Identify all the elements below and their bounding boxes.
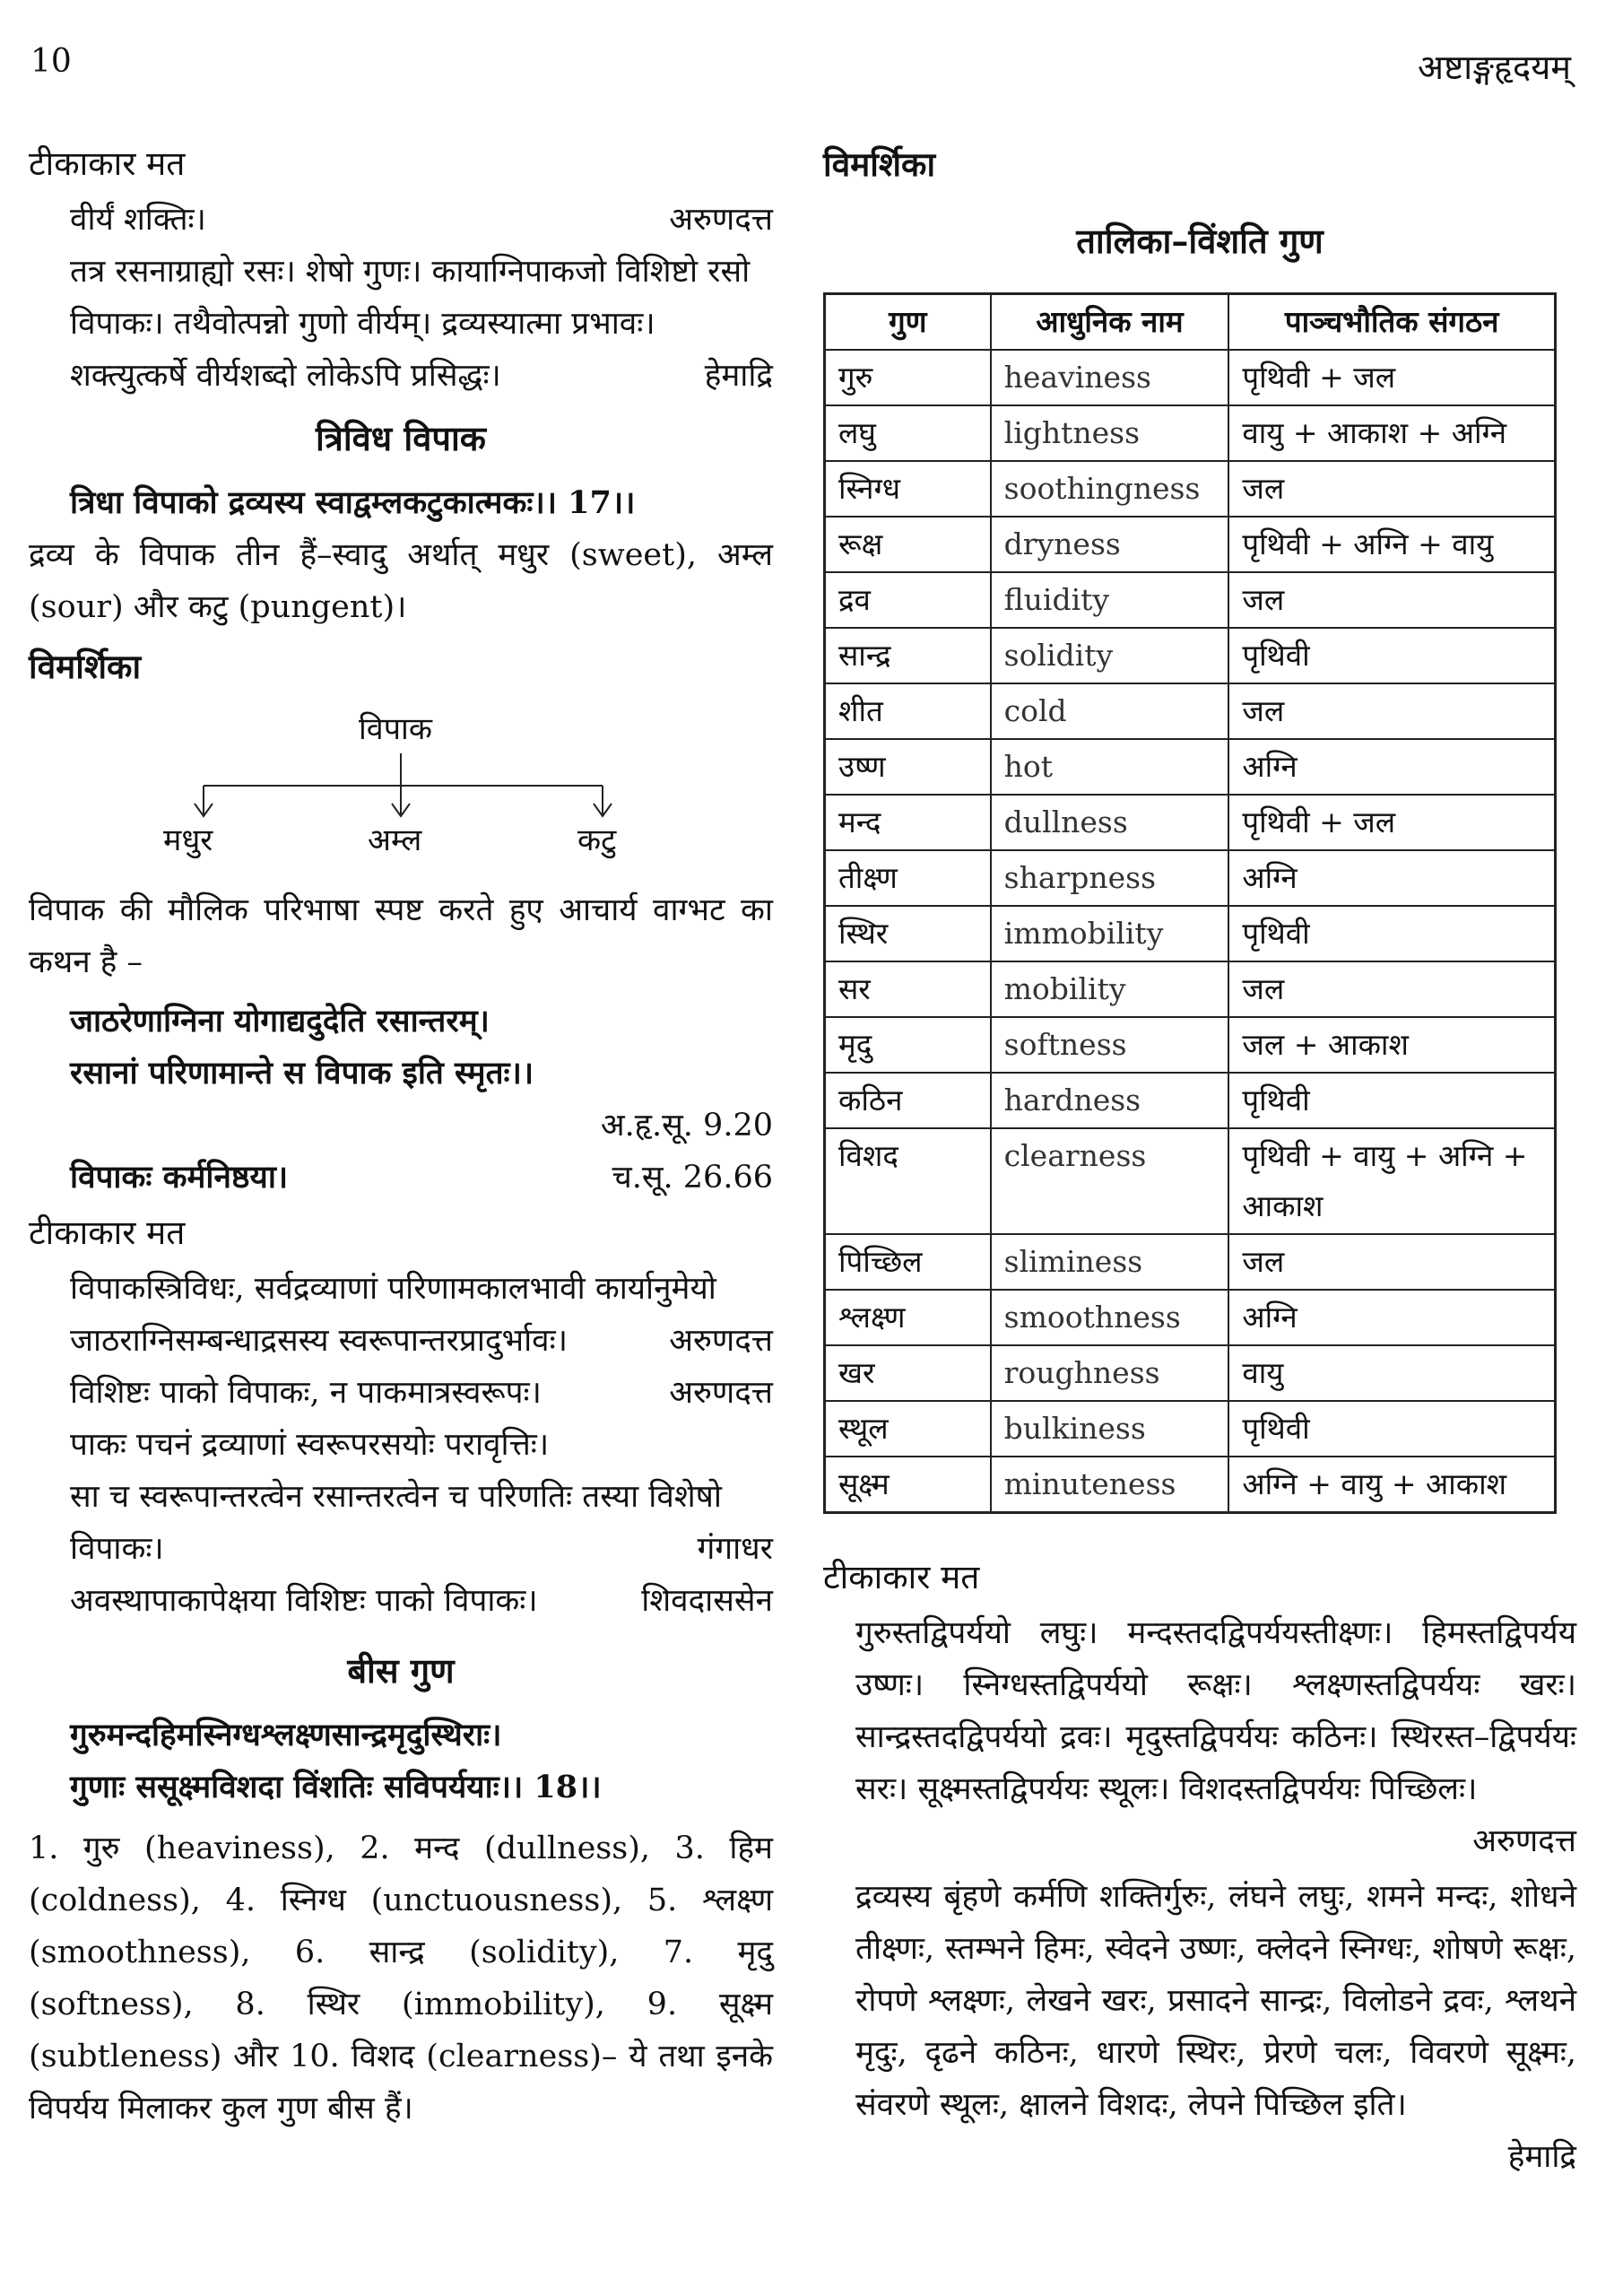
guna-cell: रूक्ष: [825, 517, 991, 572]
table-row: [825, 572, 1556, 628]
commentary-text: जाठराग्निसम्बन्धाद्रसस्य स्वरूपान्तरप्रादुर्भावः।: [70, 1323, 568, 1359]
panchabhautik-cell: वायु: [1228, 1345, 1555, 1401]
guna-cell: तीक्ष्ण: [825, 850, 991, 906]
table-row: [825, 405, 1556, 461]
commentary-author: शिवदाससेन: [641, 1583, 773, 1619]
table-header-row: [825, 294, 1556, 351]
guna-cell: सर: [825, 961, 991, 1017]
page-number: 10: [30, 43, 72, 80]
modern-name-cell: mobility: [991, 961, 1229, 1017]
verse-18-line: गुणाः ससूक्ष्मविशदा विंशतिः सविपर्ययाः।। 18।।: [70, 1769, 602, 1805]
table-title: तालिका–विंशति गुण: [1076, 221, 1324, 261]
commentary-line: विपाकः। तथैवोत्पन्नो गुणो वीर्यम्। द्रव्यस्यात्मा प्रभावः।: [70, 306, 655, 342]
commentary-line: [29, 1315, 773, 1367]
diagram-child: मधुर: [163, 822, 213, 858]
table-row: [825, 1017, 1556, 1073]
panchabhautik-cell: पृथिवी: [1228, 906, 1555, 961]
commentary-author: गंगाधर: [697, 1531, 773, 1567]
column-header: पाञ्चभौतिक संगठन: [1228, 294, 1555, 351]
guna-cell: शीत: [825, 683, 991, 739]
commentary-text: अवस्थापाकापेक्षया विशिष्टः पाको विपाकः।: [70, 1583, 538, 1619]
subheading-trividh-vipak: त्रिविध विपाक: [316, 418, 486, 458]
commentary-line: विपाकस्त्रिविधः, सर्वद्रव्याणां परिणामकालभावी कार्यानुमेयो: [70, 1271, 716, 1307]
panchabhautik-cell: पृथिवी: [1228, 1401, 1555, 1457]
verse-17: त्रिधा विपाको द्रव्यस्य स्वाद्वम्लकटुकात्मकः।। 17।।: [70, 484, 636, 521]
verse-18-line: गुरुमन्दहिमस्निग्धश्लक्ष्णसान्द्रमृदुस्थिराः।: [70, 1717, 502, 1753]
guna-cell: श्लक्ष्ण: [825, 1290, 991, 1345]
modern-name-cell: smoothness: [991, 1290, 1229, 1345]
table-row: [825, 961, 1556, 1017]
commentary-paragraph: गुरुस्तद्विपर्ययो लघुः। मन्दस्तदद्विपर्ययस्तीक्ष्णः। हिमस्तद्विपर्यय उष्णः। स्निग्धस्तद्विपर्ययो रूक्षः। श्लक्ष्णस्तद्विपर्ययः खरः। सान्द्रस्तदद्विपर्ययो द्रवः। मृदुस्तद्विपर्ययः कठिनः। स्थिरस्त–द्विपर्ययः सरः। सूक्ष्मस्तद्विपर्ययः स्थूलः। विशदस्तद्विपर्ययः पिच्छिलः।: [855, 1615, 1576, 1807]
guna-cell: मन्द: [825, 795, 991, 850]
modern-name-cell: sliminess: [991, 1234, 1229, 1290]
modern-name-cell: immobility: [991, 906, 1229, 961]
panchabhautik-cell: जल: [1228, 1234, 1555, 1290]
guna-cell: विशद: [825, 1128, 991, 1234]
panchabhautik-cell: पृथिवी + वायु + अग्नि + आकाश: [1228, 1128, 1555, 1234]
table-row: [825, 795, 1556, 850]
section-heading-tika-mat: टीकाकार मत: [29, 1213, 186, 1252]
diagram-root: विपाक: [359, 711, 432, 747]
modern-name-cell: dryness: [991, 517, 1229, 572]
commentary-author: अरुणदत्त: [1472, 1823, 1576, 1859]
modern-name-cell: softness: [991, 1017, 1229, 1073]
table-row: [825, 350, 1556, 405]
modern-name-cell: minuteness: [991, 1457, 1229, 1513]
panchabhautik-cell: जल: [1228, 683, 1555, 739]
verse-line: रसानां परिणामान्ते स विपाक इति स्मृतः।।: [70, 1055, 534, 1091]
panchabhautik-cell: पृथिवी + जल: [1228, 795, 1555, 850]
verse-reference: अ.हृ.सू. 9.20: [600, 1108, 773, 1144]
guna-cell: सान्द्र: [825, 628, 991, 683]
modern-name-cell: fluidity: [991, 572, 1229, 628]
guna-list-paragraph: 1. गुरु (heaviness), 2. मन्द (dullness), 3. हिम (coldness), 4. स्निग्ध (unctuousness), 5. श्लक्ष्ण (smoothness), 6. सान्द्र (solidity), 7. मृदु (softness), 8. स्थिर (immobility), 9. सूक्ष्म (subtleness) और 10. विशद (clearness)– ये तथा इनके विपर्यय मिलाकर कुल गुण बीस हैं।: [29, 1831, 773, 2126]
column-header: आधुनिक नाम: [991, 294, 1229, 351]
commentary-text: शक्त्युत्कर्षे वीर्यशब्दो लोकेऽपि प्रसिद्धः।: [70, 358, 501, 394]
commentary-paragraph: द्रव्यस्य बृंहणे कर्मणि शक्तिर्गुरुः, लंघने लघुः, शमने मन्दः, शोधने तीक्ष्णः, स्तम्भने हिमः, स्वेदने उष्णः, क्लेदने स्निग्धः, शोषणे रूक्षः, रोपणे श्लक्ष्णः, लेखने खरः, प्रसादने सान्द्रः, विलोडने द्रवः, श्लथने मृदुः, दृढने कठिनः, धारणे स्थिरः, प्रेरणे चलः, विवरणे सूक्ष्मः, संवरणे स्थूलः, क्षालने विशदः, लेपने पिच्छिल इति।: [855, 1879, 1576, 2123]
guna-cell: स्निग्ध: [825, 461, 991, 517]
table-row: [825, 1128, 1556, 1234]
commentary-line: [29, 1523, 773, 1575]
table-body: [825, 350, 1556, 1513]
panchabhautik-cell: जल: [1228, 961, 1555, 1017]
table-row: [825, 517, 1556, 572]
guna-cell: पिच्छिल: [825, 1234, 991, 1290]
panchabhautik-cell: अग्नि: [1228, 1290, 1555, 1345]
guna-cell: उष्ण: [825, 739, 991, 795]
running-title: अष्टाङ्गहृदयम्: [1418, 48, 1571, 87]
table-row: [825, 683, 1556, 739]
guna-cell: कठिन: [825, 1073, 991, 1128]
commentary-author: हेमाद्रि: [704, 358, 773, 394]
table-row: [825, 739, 1556, 795]
guna-cell: द्रव: [825, 572, 991, 628]
modern-name-cell: sharpness: [991, 850, 1229, 906]
modern-name-cell: clearness: [991, 1128, 1229, 1234]
table-row: [825, 628, 1556, 683]
panchabhautik-cell: पृथिवी: [1228, 628, 1555, 683]
guna-cell: स्थिर: [825, 906, 991, 961]
section-heading-tika-mat: टीकाकार मत: [29, 144, 186, 183]
modern-name-cell: solidity: [991, 628, 1229, 683]
right-column: [823, 135, 1576, 2183]
table-row: [825, 1073, 1556, 1128]
diagram-child: अम्ल: [368, 822, 422, 858]
verse-reference: च.सू. 26.66: [612, 1160, 773, 1196]
table-row: [825, 461, 1556, 517]
guna-table: [823, 292, 1557, 1514]
table-row: [825, 1234, 1556, 1290]
commentary-author: अरुणदत्त: [669, 202, 773, 238]
table-row: [825, 1457, 1556, 1513]
modern-name-cell: roughness: [991, 1345, 1229, 1401]
commentary-line: तत्र रसनाग्राह्यो रसः। शेषो गुणः। कायाग्निपाकजो विशिष्टो रसो: [70, 254, 751, 290]
left-column: [29, 135, 773, 2135]
column-header: गुण: [825, 294, 991, 351]
guna-cell: स्थूल: [825, 1401, 991, 1457]
table-row: [825, 1401, 1556, 1457]
commentary-line: [29, 350, 773, 402]
modern-name-cell: soothingness: [991, 461, 1229, 517]
panchabhautik-cell: जल + आकाश: [1228, 1017, 1555, 1073]
vipak-paragraph: द्रव्य के विपाक तीन हैं–स्वादु अर्थात् मधुर (sweet), अम्ल (sour) और कटु (pungent)।: [29, 537, 773, 625]
section-heading-vimarshika: विमर्शिका: [29, 647, 142, 686]
commentary-text: विपाकः।: [70, 1531, 164, 1567]
panchabhautik-cell: अग्नि: [1228, 850, 1555, 906]
guna-cell: मृदु: [825, 1017, 991, 1073]
modern-name-cell: heaviness: [991, 350, 1229, 405]
vipak-diagram: [29, 698, 773, 868]
intro-paragraph: विपाक की मौलिक परिभाषा स्पष्ट करते हुए आचार्य वाग्भट का कथन है –: [29, 892, 773, 980]
commentary-author: अरुणदत्त: [669, 1375, 773, 1411]
commentary-text: विशिष्टः पाको विपाकः, न पाकमात्रस्वरूपः।: [70, 1375, 542, 1411]
commentary-line: सा च स्वरूपान्तरत्वेन रसान्तरत्वेन च परिणतिः तस्या विशेषो: [70, 1479, 722, 1515]
table-row: [825, 1345, 1556, 1401]
guna-cell: खर: [825, 1345, 991, 1401]
panchabhautik-cell: जल: [1228, 461, 1555, 517]
commentary-text: वीर्यं शक्तिः।: [70, 202, 206, 238]
modern-name-cell: hot: [991, 739, 1229, 795]
table-row: [825, 1290, 1556, 1345]
guna-cell: सूक्ष्म: [825, 1457, 991, 1513]
commentary-line: [29, 1575, 773, 1627]
commentary-line: [29, 194, 773, 246]
table-row: [825, 850, 1556, 906]
panchabhautik-cell: वायु + आकाश + अग्नि: [1228, 405, 1555, 461]
panchabhautik-cell: पृथिवी + अग्नि + वायु: [1228, 517, 1555, 572]
modern-name-cell: cold: [991, 683, 1229, 739]
modern-name-cell: lightness: [991, 405, 1229, 461]
panchabhautik-cell: जल: [1228, 572, 1555, 628]
table-row: [825, 906, 1556, 961]
modern-name-cell: hardness: [991, 1073, 1229, 1128]
commentary-author: अरुणदत्त: [669, 1323, 773, 1359]
panchabhautik-cell: पृथिवी: [1228, 1073, 1555, 1128]
guna-cell: लघु: [825, 405, 991, 461]
section-heading-tika-mat: टीकाकार मत: [823, 1558, 980, 1596]
guna-cell: गुरु: [825, 350, 991, 405]
commentary-line: पाकः पचनं द्रव्याणां स्वरूपरसयोः परावृत्तिः।: [70, 1427, 550, 1463]
panchabhautik-cell: पृथिवी + जल: [1228, 350, 1555, 405]
verse-with-reference: [29, 1152, 773, 1204]
modern-name-cell: bulkiness: [991, 1401, 1229, 1457]
verse-line: जाठरेणाग्निना योगाद्यदुदेति रसान्तरम्।: [70, 1003, 490, 1039]
verse-text: विपाकः कर्मनिष्ठया।: [70, 1159, 289, 1196]
panchabhautik-cell: अग्नि + वायु + आकाश: [1228, 1457, 1555, 1513]
commentary-author: हेमाद्रि: [1507, 2139, 1576, 2175]
diagram-child: कटु: [577, 822, 617, 858]
modern-name-cell: dullness: [991, 795, 1229, 850]
panchabhautik-cell: अग्नि: [1228, 739, 1555, 795]
subheading-bees-guna: बीस गुण: [347, 1650, 455, 1691]
section-heading-vimarshika: विमर्शिका: [823, 144, 936, 184]
commentary-line: [29, 1367, 773, 1419]
